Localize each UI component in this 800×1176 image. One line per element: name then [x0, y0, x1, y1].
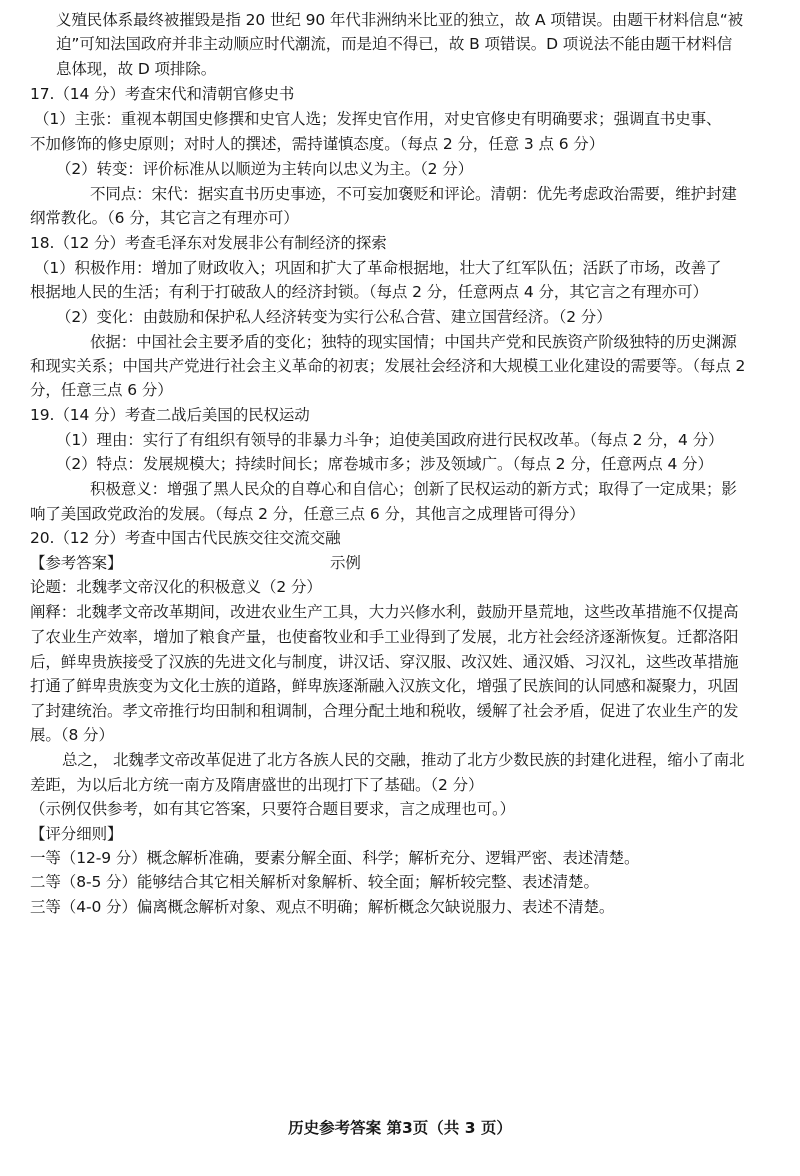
page-footer: 历史参考答案 第3页（共 3 页） — [288, 1119, 512, 1137]
text-line: 息体现，故 D 项排除。 — [56, 60, 217, 78]
grade-line: 一等（12-9 分）概念解析准确，要素分解全面、科学；解析充分、逻辑严密、表述清楚。 — [30, 849, 640, 867]
text-line: 打通了鲜卑贵族变为文化士族的道路，鲜卑族逐渐融入汉族文化，增强了民族间的认同感和凝聚力，巩固 — [30, 677, 739, 695]
text-line: 了农业生产效率，增加了粮食产量，也使畜牧业和手工业得到了发展，北方社会经济逐渐恢复。迁都洛阳 — [30, 628, 739, 646]
text-line: （1）理由：实行了有组织有领导的非暴力斗争；迫使美国政府进行民权改革。（每点 2 分，4 分） — [56, 431, 724, 449]
text-line: 响了美国政党政治的发展。（每点 2 分，任意三点 6 分，其他言之成理皆可得分） — [30, 505, 585, 523]
grade-line: 二等（8-5 分）能够结合其它相关解析对象解析、较全面；解析较完整、表述清楚。 — [30, 873, 599, 891]
text-line: （1）积极作用：增加了财政收入；巩固和扩大了革命根据地，壮大了红军队伍；活跃了市场，改善了 — [34, 259, 722, 277]
text-line: 论题：北魏孝文帝汉化的积极意义（2 分） — [30, 578, 322, 596]
text-line: （2）变化：由鼓励和保护私人经济转变为实行公私合营、建立国营经济。（2 分） — [56, 308, 612, 326]
text-line: 依据：中国社会主要矛盾的变化；独特的现实国情；中国共产党和民族资产阶级独特的历史渊源 — [90, 333, 737, 351]
text-line: （示例仅供参考，如有其它答案，只要符合题目要求，言之成理也可。） — [30, 800, 516, 818]
question-17-heading: 17.（14 分）考查宋代和清朝官修史书 — [30, 85, 295, 103]
example-label: 示例 — [330, 554, 361, 572]
text-line: 义殖民体系最终被摧毁是指 20 世纪 90 年代非洲纳米比亚的独立，故 A 项错误。由题干材料信息“被 — [56, 11, 744, 29]
text-line: 根据地人民的生活；有利于打破敌人的经济封锁。（每点 2 分，任意两点 4 分，其它言之有理亦可） — [30, 283, 708, 301]
reference-answer-label: 【参考答案】 — [30, 554, 123, 572]
grade-line: 三等（4-0 分）偏离概念解析对象、观点不明确；解析概念欠缺说服力、表述不清楚。 — [30, 898, 615, 916]
text-line: 分，任意三点 6 分） — [30, 381, 173, 399]
scoring-rules-label: 【评分细则】 — [30, 825, 123, 843]
question-20-heading: 20.（12 分）考查中国古代民族交往交流交融 — [30, 529, 341, 547]
question-18-heading: 18.（12 分）考查毛泽东对发展非公有制经济的探索 — [30, 234, 387, 252]
text-line: 阐释：北魏孝文帝改革期间，改进农业生产工具，大力兴修水利，鼓励开垦荒地，这些改革措施不仅提高 — [30, 603, 739, 621]
text-line: 和现实关系；中国共产党进行社会主义革命的初衷；发展社会经济和大规模工业化建设的需要等。（每点 2 — [30, 357, 746, 375]
text-line: 展。（8 分） — [30, 726, 114, 744]
text-line: 迫”可知法国政府并非主动顺应时代潮流，而是迫不得已，故 B 项错误。D 项说法不能由题干材料信 — [56, 35, 733, 53]
text-line: 了封建统治。孝文帝推行均田制和租调制，合理分配土地和税收，缓解了社会矛盾，促进了农业生产的发 — [30, 702, 739, 720]
question-19-heading: 19.（14 分）考查二战后美国的民权运动 — [30, 406, 310, 424]
text-line: （2）特点：发展规模大；持续时间长；席卷城市多；涉及领域广。（每点 2 分，任意两点 4 分） — [56, 455, 713, 473]
text-line: 不同点：宋代：据实直书历史事迹，不可妄加褒贬和评论。清朝：优先考虑政治需要，维护封建 — [90, 185, 737, 203]
text-line: 差距，为以后北方统一南方及隋唐盛世的出现打下了基础。（2 分） — [30, 776, 484, 794]
text-line: 不加修饰的修史原则；对时人的撰述，需持谨慎态度。（每点 2 分，任意 3 点 6 分） — [30, 135, 605, 153]
text-line: 积极意义：增强了黑人民众的自尊心和自信心；创新了民权运动的新方式；取得了一定成果；影 — [90, 480, 737, 498]
text-line: 总之， 北魏孝文帝改革促进了北方各族人民的交融，推动了北方少数民族的封建化进程，缩小了南北 — [62, 751, 745, 769]
text-line: 后，鲜卑贵族接受了汉族的先进文化与制度，讲汉话、穿汉服、改汉姓、通汉婚、习汉礼，这些改革措施 — [30, 653, 739, 671]
text-line: （2）转变：评价标准从以顺逆为主转向以忠义为主。（2 分） — [56, 160, 474, 178]
text-line: 纲常教化。（6 分，其它言之有理亦可） — [30, 209, 299, 227]
text-line: （1）主张：重视本朝国史修撰和史官人选；发挥史官作用，对史官修史有明确要求；强调直书史事、 — [34, 110, 722, 128]
